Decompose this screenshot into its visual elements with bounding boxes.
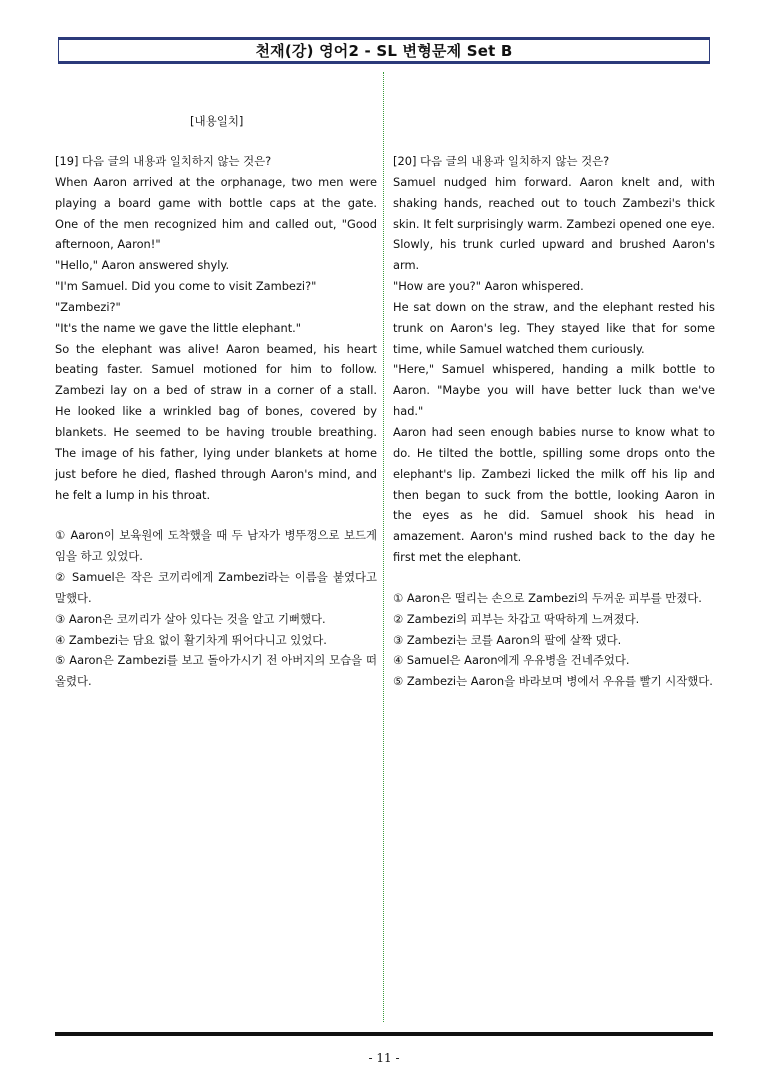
passage-line: had." <box>393 404 424 419</box>
passage-line: elephant's lip. Zambezi licked the milk off his lip and <box>393 466 715 481</box>
passage-line: "How are you?" Aaron whispered. <box>393 279 584 294</box>
question-20-choices <box>393 588 715 692</box>
passage-line: beating faster. Samuel motioned for him to follow. <box>55 362 377 377</box>
passage-line: When Aaron arrived at the orphanage, two men were <box>55 174 377 189</box>
header-title: 천재(강) 영어2 - SL 변형문제 Set B <box>255 42 513 60</box>
passage-line: blankets. He seemed to be having trouble breathing. <box>55 424 377 439</box>
footer-rule <box>55 1032 713 1036</box>
passage-line: The image of his father, lying under blankets at home <box>55 445 377 460</box>
passage-line: Aaron. "Maybe you will have better luck than we've <box>393 383 715 398</box>
answer-choice[interactable]: ⑤ Aaron은 Zambezi를 보고 돌아가시기 전 아버지의 모습을 떠올렸다. <box>55 653 377 689</box>
answer-choice[interactable]: ② Zambezi의 피부는 차갑고 딱딱하게 느껴졌다. <box>393 611 640 626</box>
passage-line: Samuel nudged him forward. Aaron knelt and, with <box>393 174 715 189</box>
question-19-passage <box>55 172 377 506</box>
passage-line: "Here," Samuel whispered, handing a milk bottle to <box>393 362 715 377</box>
passage-line: "Hello," Aaron answered shyly. <box>55 258 230 273</box>
question-19-title: [19] 다음 글의 내용과 일치하지 않는 것은? <box>55 154 272 168</box>
passage-line: He looked like a wrinkled bag of bones, covered by <box>55 404 377 419</box>
answer-choice[interactable]: ① Aaron은 떨리는 손으로 Zambezi의 두꺼운 피부를 만졌다. <box>393 590 702 605</box>
answer-choice[interactable]: ③ Zambezi는 코를 Aaron의 팔에 살짝 댔다. <box>393 632 622 647</box>
passage-line: do. He tilted the bottle, spilling some drops onto the <box>393 445 715 460</box>
passage-line: Zambezi lay on a bed of straw in a corner of a stall. <box>55 383 377 398</box>
passage-line: amazement. Aaron's mind rushed back to the day he <box>393 529 715 544</box>
passage-line: the eyes as he did. Samuel shook his head in <box>393 508 715 523</box>
page-number: - 11 - <box>368 1051 400 1065</box>
passage-line: shaking hands, reached out to touch Zambezi's thick <box>393 195 715 210</box>
passage-line: So the elephant was alive! Aaron beamed, his heart <box>55 341 377 356</box>
answer-choice[interactable]: ⑤ Zambezi는 Aaron을 바라보며 병에서 우유를 빨기 시작했다. <box>393 674 713 689</box>
passage-line: "It's the name we gave the little elephant." <box>55 320 302 335</box>
section-label: [내용일치] <box>190 114 244 128</box>
answer-choice[interactable]: ④ Samuel은 Aaron에게 우유병을 건네주었다. <box>393 653 630 668</box>
answer-choice[interactable]: ④ Zambezi는 담요 없이 활기차게 뛰어다니고 있었다. <box>55 632 327 647</box>
question-20-title: [20] 다음 글의 내용과 일치하지 않는 것은? <box>393 154 610 168</box>
passage-line: "I'm Samuel. Did you come to visit Zambezi?" <box>55 279 317 294</box>
question-19-choices <box>55 525 377 692</box>
passage-line: skin. It felt surprisingly warm. Zambezi opened one eye. <box>393 216 715 231</box>
passage-line: Slowly, his trunk curled upward and brushed Aaron's <box>393 237 715 252</box>
answer-choice[interactable]: ③ Aaron은 코끼리가 살아 있다는 것을 알고 기뻐했다. <box>55 611 326 626</box>
passage-line: time, while Samuel watched them curiously. <box>393 341 645 356</box>
question-20-passage <box>393 172 715 568</box>
passage-line: just before he died, flashed through Aaron's mind, and <box>55 466 377 481</box>
column-divider <box>383 72 384 1022</box>
answer-choice[interactable]: ② Samuel은 작은 코끼리에게 Zambezi라는 이름을 붙였다고 말했다. <box>55 570 377 605</box>
question-19 <box>55 151 377 692</box>
passage-line: "Zambezi?" <box>55 299 121 314</box>
passage-line: One of the men recognized him and called out, "Good <box>55 216 377 231</box>
passage-line: first met the elephant. <box>393 550 522 565</box>
passage-line: arm. <box>393 258 420 273</box>
passage-line: then began to suck from the bottle, looking Aaron in <box>393 487 715 502</box>
passage-line: playing a board game with bottle caps at the gate. <box>55 195 377 210</box>
question-20 <box>393 151 715 692</box>
passage-line: trunk on Aaron's leg. They stayed like that for some <box>393 320 715 335</box>
passage-line: Aaron had seen enough babies nurse to know what to <box>393 424 715 439</box>
passage-line: afternoon, Aaron!" <box>55 237 161 252</box>
passage-line: he felt a lump in his throat. <box>55 487 211 502</box>
answer-choice[interactable]: ① Aaron이 보육원에 도착했을 때 두 남자가 병뚜껑으로 보드게임을 하고 있었다. <box>55 528 377 564</box>
passage-line: He sat down on the straw, and the elephant rested his <box>393 299 715 314</box>
page-header <box>58 37 710 64</box>
